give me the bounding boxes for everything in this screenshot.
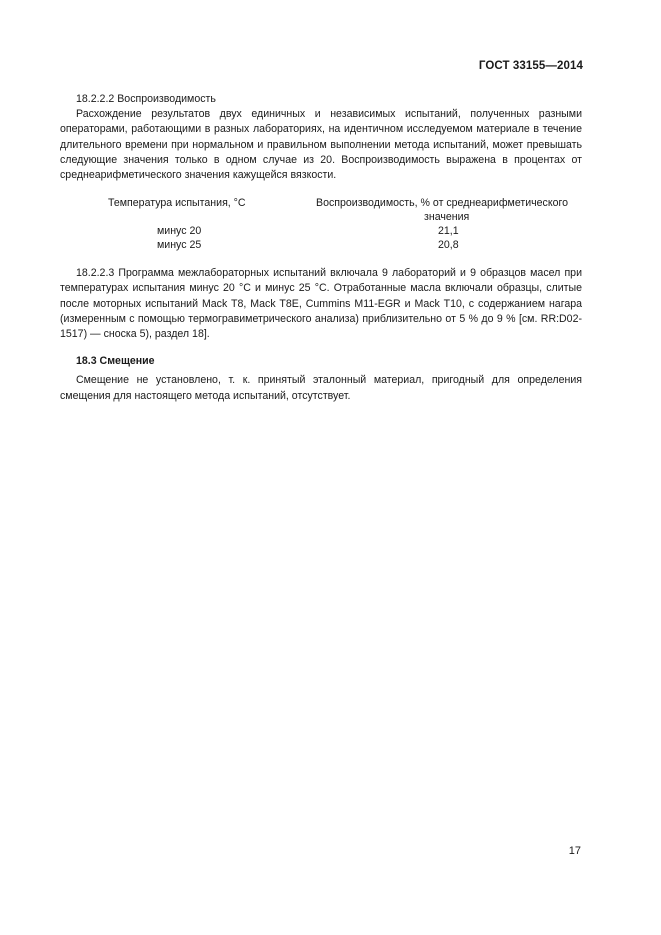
section-18-2-2-3-body: 18.2.2.3 Программа межлабораторных испытаний включала 9 лабораторий и 9 образцов масел при температурах испытания минус 20 °C и минус 25 °C. Отработанные масла включали образцы, слитые после моторных испытаний Mack T8, Mack T8E, Cummins M11-EGR и Mack T10, с содержанием нагара (измеренным с помощью термогравиметрического анализа) приблизительно от 5 % до 9 % [см. RR:D02-1517) — сноска 5), раздел 18]. bbox=[60, 267, 582, 341]
section-18-3-body: Смещение не установлено, т. к. принятый эталонный материал, пригодный для определения смещения для настоящего метода испытаний, отсутствует. bbox=[60, 374, 582, 402]
section-18-2-2-2-title: 18.2.2.2 Воспроизводимость bbox=[76, 93, 216, 105]
standard-code: ГОСТ 33155—2014 bbox=[478, 60, 583, 72]
page-content bbox=[60, 92, 582, 404]
table-row-temperature: минус 25 bbox=[157, 239, 202, 252]
table-row-value: 21,1 bbox=[438, 225, 459, 238]
table-row-value: 20,8 bbox=[438, 239, 459, 252]
section-18-3-heading: 18.3 Смещение bbox=[76, 355, 155, 368]
page-number: 17 bbox=[568, 845, 581, 857]
section-18-2-2-2-body: Расхождение результатов двух единичных и независимых испытаний, полученных разными операторами, работающими в разных лабораториях, на идентичном исследуемом материале в течение длительного времени при нормальном и правильном выполнении метода испытаний, может превышать следующие значения только в одном случае из 20. Воспроизводимость выражена в процентах от среднеарифметического значения кажущейся вязкости. bbox=[60, 108, 582, 182]
table-header-temperature: Температура испытания, °C bbox=[108, 197, 246, 210]
table-header-reproducibility: Воспроизводимость, % от среднеарифметического bbox=[316, 197, 569, 210]
table-row-temperature: минус 20 bbox=[157, 225, 202, 238]
reproducibility-table bbox=[60, 196, 582, 254]
table-header-reproducibility-cont: значения bbox=[424, 211, 470, 224]
